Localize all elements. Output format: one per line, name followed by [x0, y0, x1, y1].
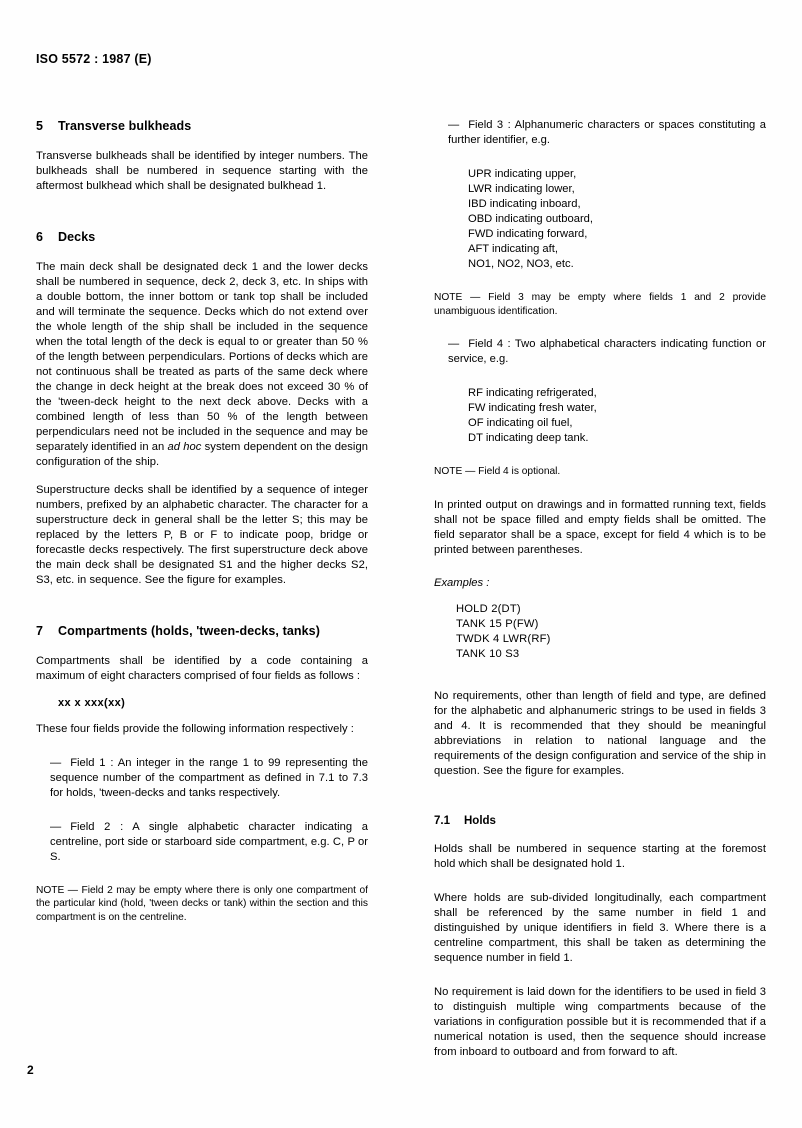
- section-7-1-paragraph-2: Where holds are sub-divided longitudinally, each compartment shall be referenced by the same number in field 1 and distinguished by unique identifiers in field 3. Where there is a centreline compartment, this shall be taken as determining the sequence number in field 1.: [434, 892, 766, 965]
- field-2-description: [36, 820, 368, 865]
- heading-section-7-1: [434, 814, 766, 830]
- dash-marker: —: [448, 119, 460, 131]
- field-4-text: Field 4 : Two alphabetical characters indicating function or service, e.g.: [448, 338, 766, 366]
- examples-list: [434, 602, 766, 662]
- list-item: FW indicating fresh water,: [468, 402, 597, 415]
- list-item: TWDK 4 LWR(RF): [456, 632, 551, 645]
- section-7-1-title: Holds: [464, 814, 496, 827]
- section-7-1-number: 7.1: [434, 814, 450, 827]
- heading-section-7: [36, 623, 368, 640]
- section-7-1-paragraph-3: No requirement is laid down for the identifiers to be used in field 3 to distinguish multiple wing compartments because of the variations in configuration possible but it is recommended that if a numerical notation is used, then the sequence should increase from inboard to outboard and from forward to aft.: [434, 986, 766, 1059]
- page-number: 2: [27, 1063, 34, 1077]
- heading-section-6: [36, 229, 368, 246]
- left-column: [36, 118, 368, 937]
- spacer: [36, 207, 368, 229]
- dash-marker: —: [50, 756, 62, 769]
- list-item: UPR indicating upper,: [468, 168, 577, 180]
- section-7-1-paragraph-1: Holds shall be numbered in sequence starting at the foremost hold which shall be designated hold 1.: [434, 843, 766, 871]
- field-3-text: Field 3 : Alphanumeric characters or spaces constituting a further identifier, e.g.: [448, 119, 766, 146]
- field-3-description: [434, 118, 766, 148]
- section-6-number: 6: [36, 229, 44, 244]
- list-item: TANK 15 P(FW): [456, 617, 539, 630]
- list-item: HOLD 2(DT): [456, 602, 521, 615]
- dash-marker: —: [50, 820, 62, 833]
- spacer: [434, 792, 766, 814]
- note-field-4: NOTE — Field 4 is optional.: [434, 466, 561, 478]
- section-7-title: Compartments (holds, 'tween-decks, tanks): [58, 623, 320, 638]
- dash-marker: —: [448, 338, 460, 351]
- field-1-text: Field 1 : An integer in the range 1 to 99 representing the sequence number of the compartment as defined in 7.1 to 7.3 for holds, 'tween-decks and tanks respectively.: [50, 756, 368, 799]
- right-column: [434, 118, 766, 1060]
- list-item: LWR indicating lower,: [468, 183, 575, 195]
- field-4-description: [434, 337, 766, 367]
- field-2-text: Field 2 : A single alphabetic character indicating a centreline, port side or starboard side compartment, e.g. C, P or S.: [50, 820, 368, 863]
- list-item: DT indicating deep tank.: [468, 432, 589, 445]
- section-5-number: 5: [36, 119, 44, 133]
- no-requirements-paragraph: No requirements, other than length of field and type, are defined for the alphabetic and alphanumeric strings to be used in fields 3 and 4. It is recommended that they should be meaningful abbreviations in relation to national language and the requirements of the design configuration and service of the ship in question. See the figure for examples.: [434, 689, 766, 777]
- spacer: [434, 675, 766, 689]
- note-field-2: NOTE — Field 2 may be empty where there is only one compartment of the particular kind (hold, 'tween decks or tank) within the section and this compartment is on the centreline.: [36, 884, 368, 923]
- two-column-body: [36, 118, 766, 1060]
- section-6-paragraph-1-part-a: The main deck shall be designated deck 1 and the lower decks shall be numbered in sequence, deck 2, deck 3, etc. In ships with a double bottom, the inner bottom or tank top shall be included and will terminate the sequence. Decks which do not extend over the whole length of the ship shall be included in the sequence when the total length of the deck is equal to or greater than 50 % of the length between perpendiculars. Portions of decks which are not continuous shall be treated as parts of the same deck where the change in deck height at the break does not exceed 30 % of the 'tween-deck height to the next deck above. Decks with a combined length of less than 50 % of the length between perpendiculars need not be included in the sequence and may be separately identified in an: [36, 260, 368, 453]
- list-item: AFT indicating aft,: [468, 243, 558, 255]
- section-6-paragraph-2: Superstructure decks shall be identified by a sequence of integer numbers, prefixed by an alphabetic character. The character for a superstructure deck in general shall be the letter S; this may be replaced by the letters P, B or F to indicate poop, bridge or forecastle decks respectively. The first superstructure deck above the main deck shall be designated S1 and the higher decks S2, S3, etc. in sequence. See the figure for examples.: [36, 483, 368, 586]
- section-6-paragraph-1: [36, 260, 368, 470]
- section-6-paragraph-1-part-b: system dependent on the design configuration of the ship.: [36, 440, 369, 468]
- list-item: IBD indicating inboard,: [468, 198, 581, 210]
- spacer: [36, 601, 368, 623]
- list-item: TANK 10 S3: [456, 647, 520, 660]
- note-field-3: NOTE — Field 3 may be empty where fields 1 and 2 provide unambiguous identification.: [434, 292, 766, 317]
- list-item: OBD indicating outboard,: [468, 213, 594, 225]
- document-header-reference: ISO 5572 : 1987 (E): [36, 52, 152, 66]
- printed-output-paragraph: In printed output on drawings and in formatted running text, fields shall not be space filled and empty fields shall be omitted. The field separator shall be a space, except for field 4 which is to be printed between parentheses.: [434, 498, 766, 556]
- section-7-number: 7: [36, 623, 44, 638]
- examples-label: Examples :: [434, 576, 490, 589]
- section-6-title: Decks: [58, 229, 96, 244]
- section-5-title: Transverse bulkheads: [58, 119, 192, 133]
- field-3-example-list: [434, 167, 766, 272]
- list-item: NO1, NO2, NO3, etc.: [468, 258, 574, 270]
- section-7-paragraph-2: These four fields provide the following information respectively :: [36, 722, 354, 735]
- section-7-paragraph-1: Compartments shall be identified by a code containing a maximum of eight characters comprised of four fields as follows :: [36, 654, 368, 682]
- field-1-description: [36, 756, 368, 801]
- list-item: OF indicating oil fuel,: [468, 417, 573, 430]
- list-item: FWD indicating forward,: [468, 228, 588, 240]
- field-4-example-list: [434, 386, 766, 446]
- compartment-code-format: xx x xxx(xx): [58, 696, 126, 709]
- list-item: RF indicating refrigerated,: [468, 387, 597, 400]
- section-5-paragraph: Transverse bulkheads shall be identified by integer numbers. The bulkheads shall be numbered in sequence starting with the aftermost bulkhead which shall be designated bulkhead 1.: [36, 149, 368, 192]
- heading-section-5: [36, 118, 368, 135]
- ad-hoc-italic: ad hoc: [167, 440, 202, 453]
